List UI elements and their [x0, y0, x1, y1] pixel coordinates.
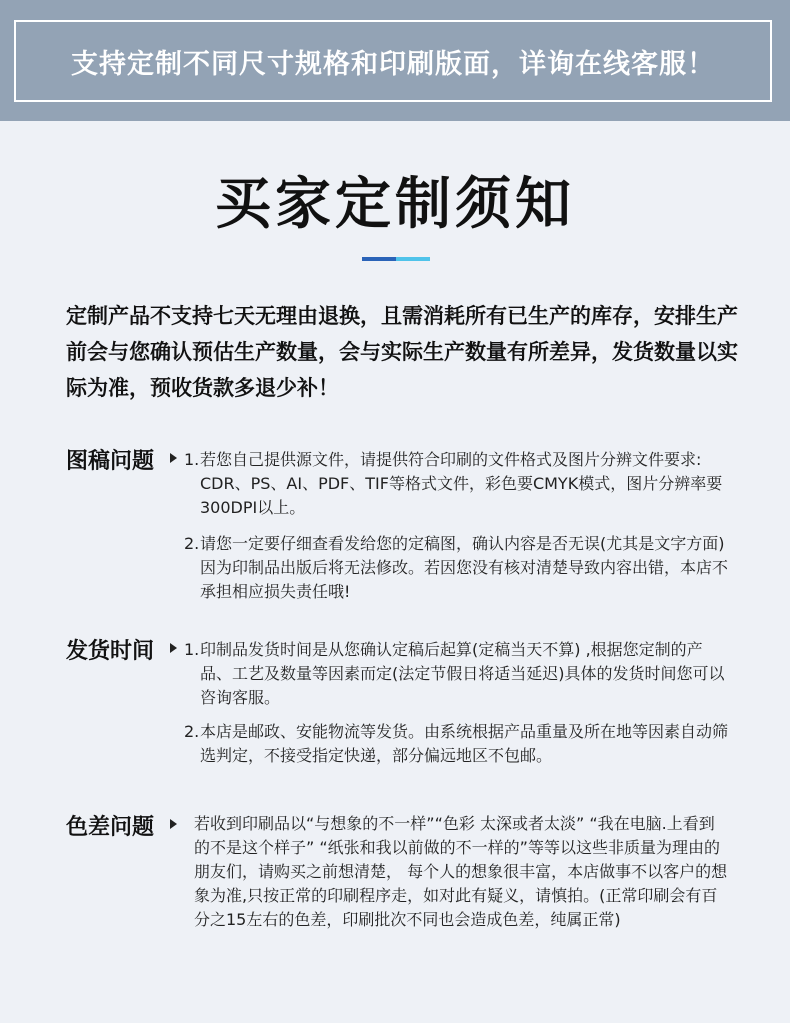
- section-color-difference: [66, 810, 746, 990]
- title-underline: [362, 257, 430, 261]
- section-shipping: [66, 634, 746, 784]
- list-item: [184, 812, 729, 932]
- notice-paragraph: 定制产品不支持七天无理由退换，且需消耗所有已生产的库存，安排生产前会与您确认预估生产数量，会与实际生产数量有所差异，发货数量以实际为准，预收货款多退少补！: [66, 304, 738, 400]
- underline-left-segment: [362, 257, 396, 261]
- section-label: 图稿问题: [66, 449, 155, 474]
- item-number: 2.: [184, 722, 200, 741]
- triangle-right-icon: [170, 643, 177, 653]
- item-text: 本店是邮政、安能物流等发货。由系统根据产品重量及所在地等因素自动筛选判定，不接受指定快递，部分偏远地区不包邮。: [200, 722, 729, 765]
- item-text: 印制品发货时间是从您确认定稿后起算(定稿当天不算) ,根据您定制的产品、工艺及数量等因素而定(法定节假日将适当延迟)具体的发货时间您可以咨询客服。: [200, 640, 725, 707]
- item-number: 2.: [184, 534, 200, 553]
- triangle-right-icon: [170, 819, 177, 829]
- section-label: 色差问题: [66, 815, 155, 840]
- triangle-right-icon: [170, 453, 177, 463]
- item-number: 1.: [184, 640, 200, 659]
- underline-right-segment: [396, 257, 430, 261]
- list-item: [184, 638, 729, 710]
- top-banner: [0, 0, 790, 121]
- banner-text: 支持定制不同尺寸规格和印刷版面，详询在线客服！: [71, 48, 715, 80]
- item-text: 请您一定要仔细查看发给您的定稿图，确认内容是否无误(尤其是文字方面)因为印制品出版后将无法修改。若因您没有核对清楚导致内容出错，本店不承担相应损失责任哦!: [200, 534, 729, 601]
- section-artwork: [66, 444, 746, 614]
- item-number: 1.: [184, 450, 200, 469]
- list-item: [184, 532, 729, 604]
- item-text: 若您自己提供源文件，请提供符合印刷的文件格式及图片分辨文件要求: CDR、PS、AI、PDF、TIF等格式文件，彩色要CMYK模式，图片分辨率要300DPI以上。: [200, 450, 723, 517]
- banner-frame: [14, 20, 772, 102]
- list-item: [184, 448, 729, 520]
- section-label: 发货时间: [66, 639, 155, 664]
- item-text: 若收到印刷品以“与想象的不一样”“色彩 太深或者太淡” “我在电脑.上看到的不是这个样子” “纸张和我以前做的不一样的”等等以这些非质量为理由的朋友们，请购买之前想清楚， 每个人的想象很丰富，本店做事不以客户的想象为准,只按正常的印刷程序走，如对此有疑义，请慎拍。(正常印刷会有百分之15左右的色差，印刷批次不同也会造成色差，纯属正常): [194, 814, 728, 929]
- list-item: [184, 720, 729, 768]
- page-title: 买家定制须知: [215, 172, 575, 237]
